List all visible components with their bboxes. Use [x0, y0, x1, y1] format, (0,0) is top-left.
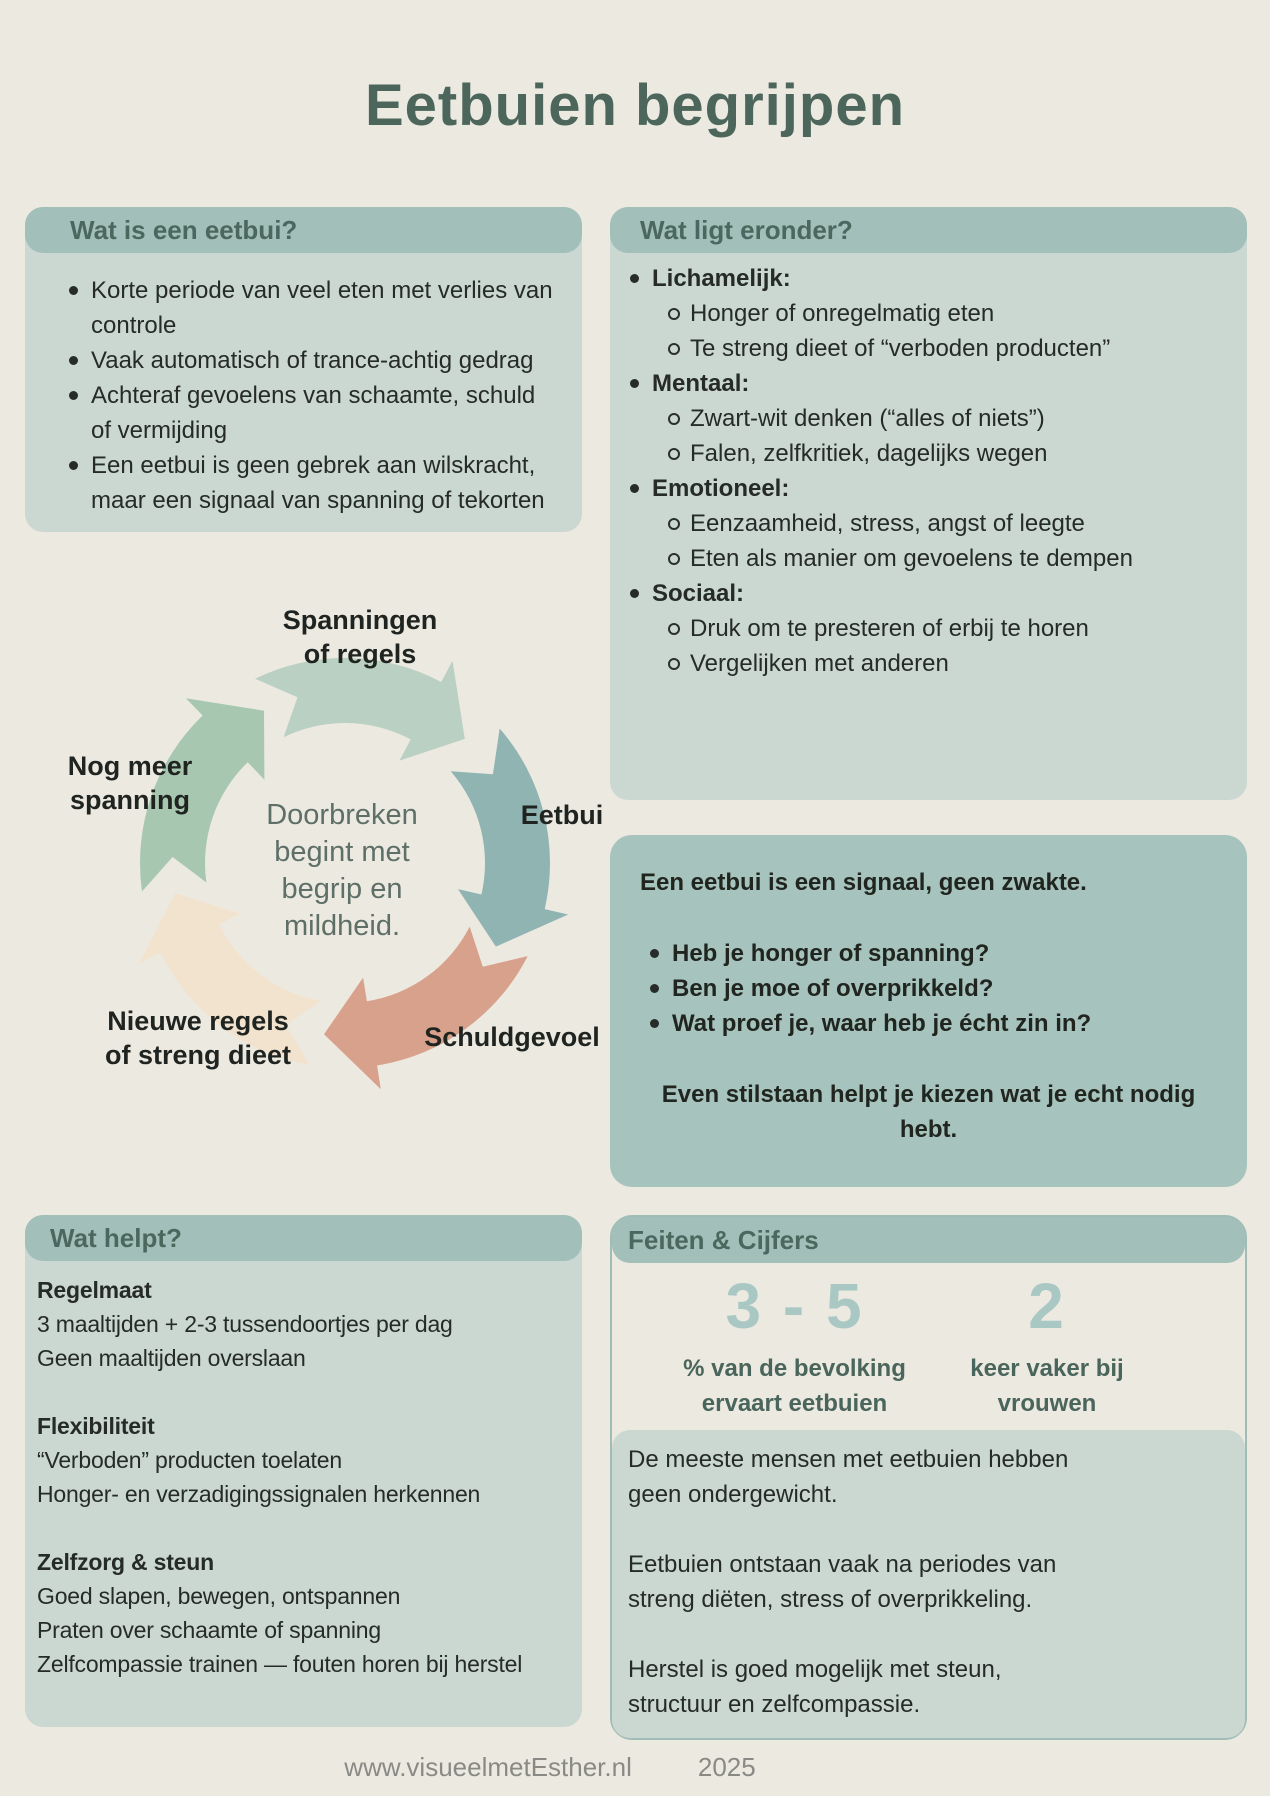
cycle-step-guilt: Schuldgevoel [424, 1022, 600, 1052]
cycle-center-text: Doorbreken begint met begrip en mildheid. [266, 799, 418, 942]
list-item-group [630, 471, 1159, 506]
circle-bullet [668, 308, 680, 320]
group-label: Lichamelijk: [652, 265, 791, 292]
section-what-is-header [25, 207, 582, 253]
section-facts-header [612, 1217, 1245, 1263]
stat-value: 2 [1028, 1270, 1066, 1342]
footer [0, 1752, 1270, 1783]
helps-group-regularity [37, 1273, 576, 1375]
helps-content [25, 1215, 582, 1681]
list-item-text: Ben je moe of overprikkeld? [672, 975, 994, 1002]
footer-website: www.visueelmetEsther.nl [344, 1752, 632, 1782]
list-sub-item [668, 436, 1159, 471]
group-label: Sociaal: [652, 580, 745, 607]
helps-line: Zelfcompassie trainen — fouten horen bij herstel [37, 1651, 523, 1677]
sub-item-text: Zwart-wit denken (“alles of niets”) [690, 405, 1045, 432]
helps-line: Geen maaltijden overslaan [37, 1345, 306, 1371]
sub-item-text: Te streng dieet of “verboden producten” [690, 335, 1111, 362]
bullet-dot [650, 984, 659, 993]
section-signal [610, 835, 1247, 1187]
helps-group-selfcare [37, 1545, 576, 1681]
cycle-step-new-rules: Nieuwe regels of streng dieet [104, 1006, 292, 1070]
signal-title: Een eetbui is een signaal, geen zwakte. [640, 869, 1087, 896]
circle-bullet [668, 448, 680, 460]
sub-item-text: Vergelijken met anderen [690, 650, 949, 677]
cycle-step-binge: Eetbui [520, 800, 604, 830]
list-item-text: Vaak automatisch of trance-achtig gedrag [91, 347, 534, 374]
cycle-step-more-tension: Nog meer spanning [67, 751, 193, 815]
list-item [69, 273, 557, 343]
facts-paragraph: Herstel is goed mogelijk met steun, structuur en zelfcompassie. [628, 1656, 1002, 1718]
bullet-dot [630, 589, 639, 598]
list-sub-item [668, 506, 1159, 541]
bullet-dot [630, 379, 639, 388]
sub-item-text: Eten als manier om gevoelens te dempen [690, 545, 1133, 572]
list-sub-item [668, 611, 1159, 646]
cycle-arrow-1 [255, 658, 465, 761]
cycle-arrow-2 [451, 729, 568, 947]
bullet-dot [69, 356, 78, 365]
list-sub-item [668, 646, 1159, 681]
section-what-is-header-label: Wat is een eetbui? [70, 214, 298, 245]
bullet-dot [650, 1019, 659, 1028]
cycle-arrow-3 [324, 927, 528, 1090]
what-is-list [25, 207, 582, 518]
list-item-text: Wat proef je, waar heb je écht zin in? [672, 1010, 1092, 1037]
stat-caption: % van de bevolking ervaart eetbuien [683, 1355, 906, 1417]
list-item-text: Achteraf gevoelens van schaamte, schuld of vermijding [91, 382, 536, 444]
list-item [650, 936, 1217, 971]
group-label: Mentaal: [652, 370, 750, 397]
helps-group-title: Zelfzorg & steun [37, 1549, 214, 1575]
section-helps-header-label: Wat helpt? [50, 1222, 182, 1253]
sub-item-text: Eenzaamheid, stress, angst of leegte [690, 510, 1085, 537]
helps-group-title: Flexibiliteit [37, 1413, 155, 1439]
facts-notes [612, 1430, 1245, 1738]
section-helps-header [25, 1215, 582, 1261]
helps-line: “Verboden” producten toelaten [37, 1447, 342, 1473]
stat-gender-ratio [947, 1263, 1147, 1421]
section-facts [610, 1215, 1247, 1740]
list-item-text: Heb je honger of spanning? [672, 940, 990, 967]
bullet-dot [630, 274, 639, 283]
list-item-group [630, 261, 1159, 296]
section-underneath [610, 207, 1247, 800]
list-sub-item [668, 296, 1159, 331]
bullet-dot [630, 484, 639, 493]
sub-item-text: Honger of onregelmatig eten [690, 300, 995, 327]
bullet-dot [650, 949, 659, 958]
stat-prevalence [627, 1263, 962, 1421]
list-item [69, 448, 557, 518]
section-helps [25, 1215, 582, 1727]
helps-line: 3 maaltijden + 2-3 tussendoortjes per dag [37, 1311, 453, 1337]
facts-paragraph: De meeste mensen met eetbuien hebben geen ondergewicht. [628, 1446, 1069, 1508]
circle-bullet [668, 553, 680, 565]
signal-closing-text: Even stilstaan helpt je kiezen wat je echt nodig hebt. [661, 1081, 1196, 1143]
bullet-dot [69, 461, 78, 470]
bullet-dot [69, 286, 78, 295]
circle-bullet [668, 623, 680, 635]
circle-bullet [668, 658, 680, 670]
stat-value: 3 - 5 [725, 1270, 864, 1342]
helps-line: Goed slapen, bewegen, ontspannen [37, 1583, 401, 1609]
cycle-step-tension-rules: Spanningen of regels [282, 605, 438, 669]
list-item [650, 1006, 1217, 1041]
list-item [69, 343, 557, 378]
helps-group-title: Regelmaat [37, 1277, 152, 1303]
section-facts-header-label: Feiten & Cijfers [628, 1224, 819, 1255]
circle-bullet [668, 413, 680, 425]
sub-item-text: Falen, zelfkritiek, dagelijks wegen [690, 440, 1048, 467]
binge-cycle-diagram [67, 585, 620, 1135]
list-item-text: Een eetbui is geen gebrek aan wilskracht, maar een signaal van spanning of tekorten [91, 452, 545, 514]
underneath-list [610, 207, 1247, 681]
list-item-text: Korte periode van veel eten met verlies van controle [91, 277, 553, 339]
circle-bullet [668, 343, 680, 355]
list-item [69, 378, 557, 448]
list-sub-item [668, 331, 1159, 366]
signal-list [640, 936, 1217, 1041]
list-item-group [630, 366, 1159, 401]
sub-item-text: Druk om te presteren of erbij te horen [690, 615, 1089, 642]
page-title: Eetbuien begrijpen [364, 73, 906, 138]
helps-line: Praten over schaamte of spanning [37, 1617, 381, 1643]
list-item-group [630, 576, 1159, 611]
section-underneath-header [610, 207, 1247, 253]
footer-year: 2025 [697, 1752, 756, 1782]
facts-paragraph: Eetbuien ontstaan vaak na periodes van streng diëten, stress of overprikkeling. [628, 1551, 1057, 1613]
helps-group-flexibility [37, 1409, 576, 1511]
helps-line: Honger- en verzadigingssignalen herkennen [37, 1481, 481, 1507]
section-what-is [25, 207, 582, 532]
bullet-dot [69, 391, 78, 400]
stat-caption: keer vaker bij vrouwen [970, 1355, 1124, 1417]
list-item [650, 971, 1217, 1006]
group-label: Emotioneel: [652, 475, 790, 502]
list-sub-item [668, 401, 1159, 436]
list-sub-item [668, 541, 1159, 576]
circle-bullet [668, 518, 680, 530]
section-underneath-header-label: Wat ligt eronder? [640, 214, 853, 245]
